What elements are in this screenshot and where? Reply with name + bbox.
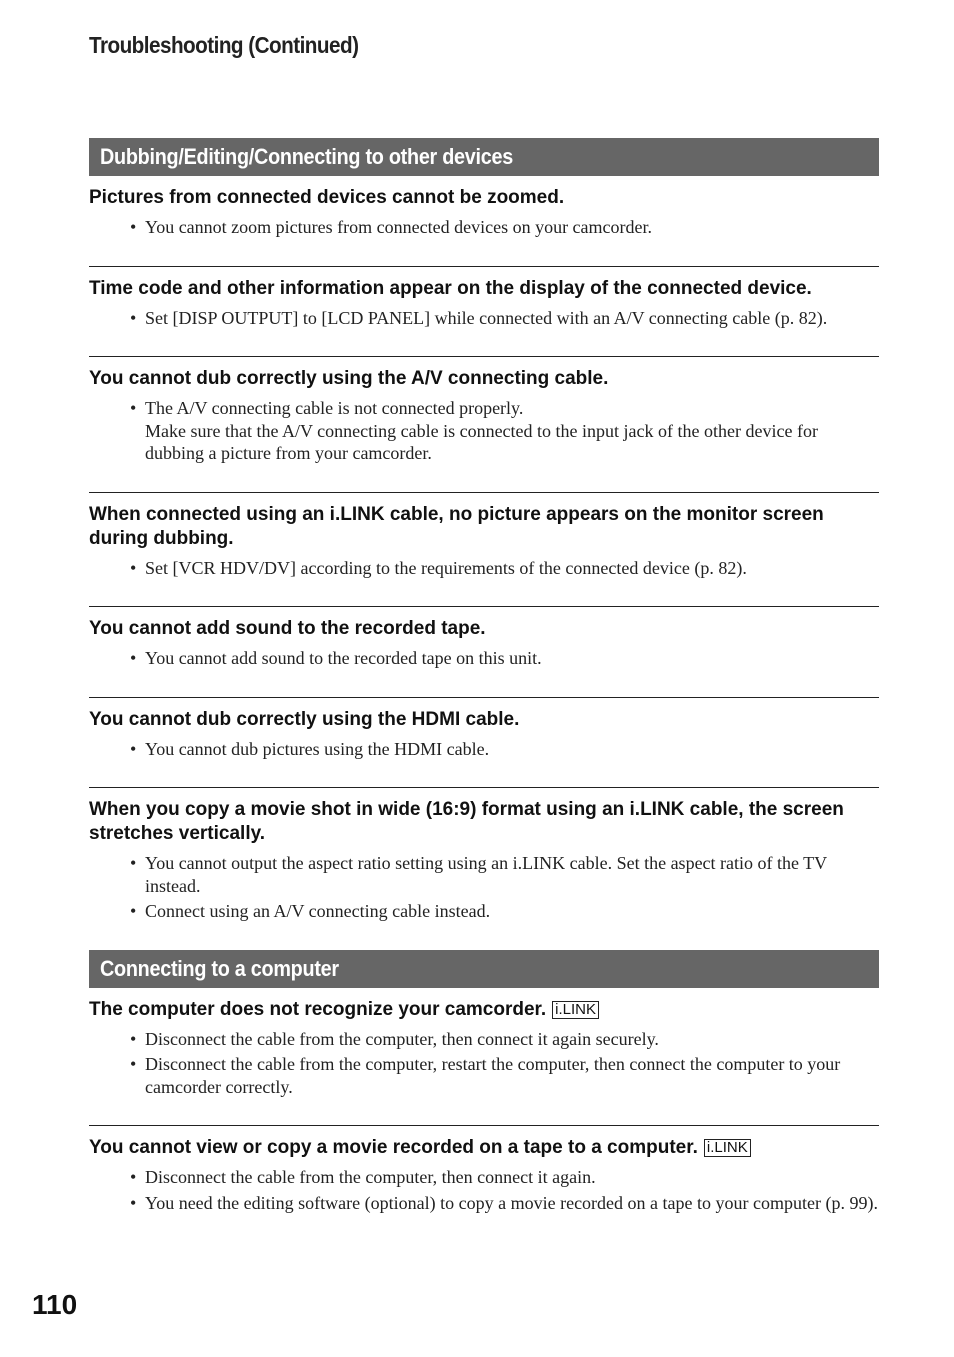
item-title <box>89 617 879 641</box>
bullet-list <box>89 738 879 761</box>
section-heading <box>89 950 879 988</box>
section-heading <box>89 138 879 176</box>
bullet-list <box>89 852 879 923</box>
page-content <box>89 138 879 1241</box>
bullet-item: • Disconnect the cable from the computer, then connect it again. <box>130 1166 879 1189</box>
ilink-tag: i.LINK <box>552 1001 599 1019</box>
troubleshooting-item <box>89 492 879 607</box>
troubleshooting-item <box>89 988 879 1126</box>
item-title-text: You cannot add sound to the recorded tape. <box>89 618 486 639</box>
bullet-list <box>89 647 879 670</box>
bullet-list <box>89 1028 879 1099</box>
troubleshooting-item <box>89 1125 879 1241</box>
troubleshooting-item <box>89 266 879 357</box>
item-title-text: Time code and other information appear on the display of the connected device. <box>89 277 812 299</box>
section-heading-text: Dubbing/Editing/Connecting to other devices <box>100 144 514 169</box>
bullet-item: • You cannot zoom pictures from connected devices on your camcorder. <box>130 216 879 239</box>
bullet-item: • Connect using an A/V connecting cable instead. <box>130 900 879 923</box>
item-title-text: When you copy a movie shot in wide (16:9) format using an i.LINK cable, the screen stretches vertically. <box>89 799 844 844</box>
item-title <box>89 798 879 846</box>
bullet-item: • The A/V connecting cable is not connected properly. Make sure that the A/V connecting cable is connected to the input jack of the other device for dubbing a picture from your camcorder. <box>130 397 879 465</box>
bullet-list <box>89 216 879 239</box>
bullet-list <box>89 307 879 330</box>
bullet-item: • You cannot add sound to the recorded tape on this unit. <box>130 647 879 670</box>
bullet-item: • Disconnect the cable from the computer, restart the computer, then connect the computer to your camcorder correctly. <box>130 1053 879 1098</box>
bullet-item: • You need the editing software (optional) to copy a movie recorded on a tape to your computer (p. 99). <box>130 1192 879 1215</box>
item-title-text: You cannot dub correctly using the HDMI cable. <box>89 708 520 730</box>
troubleshooting-item <box>89 176 879 266</box>
item-title <box>89 708 879 732</box>
bullet-item: • You cannot dub pictures using the HDMI cable. <box>130 738 879 761</box>
bullet-list <box>89 397 879 465</box>
item-title <box>89 503 879 551</box>
section <box>89 950 879 1242</box>
bullet-item: • Set [VCR HDV/DV] according to the requirements of the connected device (p. 82). <box>130 557 879 580</box>
item-title-text: When connected using an i.LINK cable, no picture appears on the monitor screen during dubbing. <box>89 503 824 549</box>
ilink-tag: i.LINK <box>704 1139 751 1157</box>
section-heading-text: Connecting to a computer <box>100 955 339 981</box>
troubleshooting-item <box>89 787 879 950</box>
item-title-text: The computer does not recognize your camcorder. <box>89 998 547 1020</box>
item-title <box>89 998 879 1022</box>
bullet-list <box>89 557 879 580</box>
item-title <box>89 1136 879 1160</box>
bullet-item: • Disconnect the cable from the computer, then connect it again securely. <box>130 1028 879 1051</box>
section <box>89 138 879 950</box>
item-title <box>89 277 879 301</box>
troubleshooting-item <box>89 606 879 697</box>
page-header: Troubleshooting (Continued) <box>89 32 359 58</box>
troubleshooting-item <box>89 697 879 788</box>
troubleshooting-item <box>89 356 879 492</box>
item-title <box>89 367 879 391</box>
bullet-list <box>89 1166 879 1214</box>
item-title-text: You cannot dub correctly using the A/V connecting cable. <box>89 368 609 389</box>
page-number: 110 <box>32 1289 78 1320</box>
item-title-text: You cannot view or copy a movie recorded on a tape to a computer. <box>89 1137 698 1158</box>
item-title <box>89 186 879 210</box>
bullet-item: • You cannot output the aspect ratio setting using an i.LINK cable. Set the aspect ratio of the TV instead. <box>130 852 879 897</box>
item-title-text: Pictures from connected devices cannot be zoomed. <box>89 187 565 208</box>
bullet-item: • Set [DISP OUTPUT] to [LCD PANEL] while connected with an A/V connecting cable (p. 82). <box>130 307 879 330</box>
